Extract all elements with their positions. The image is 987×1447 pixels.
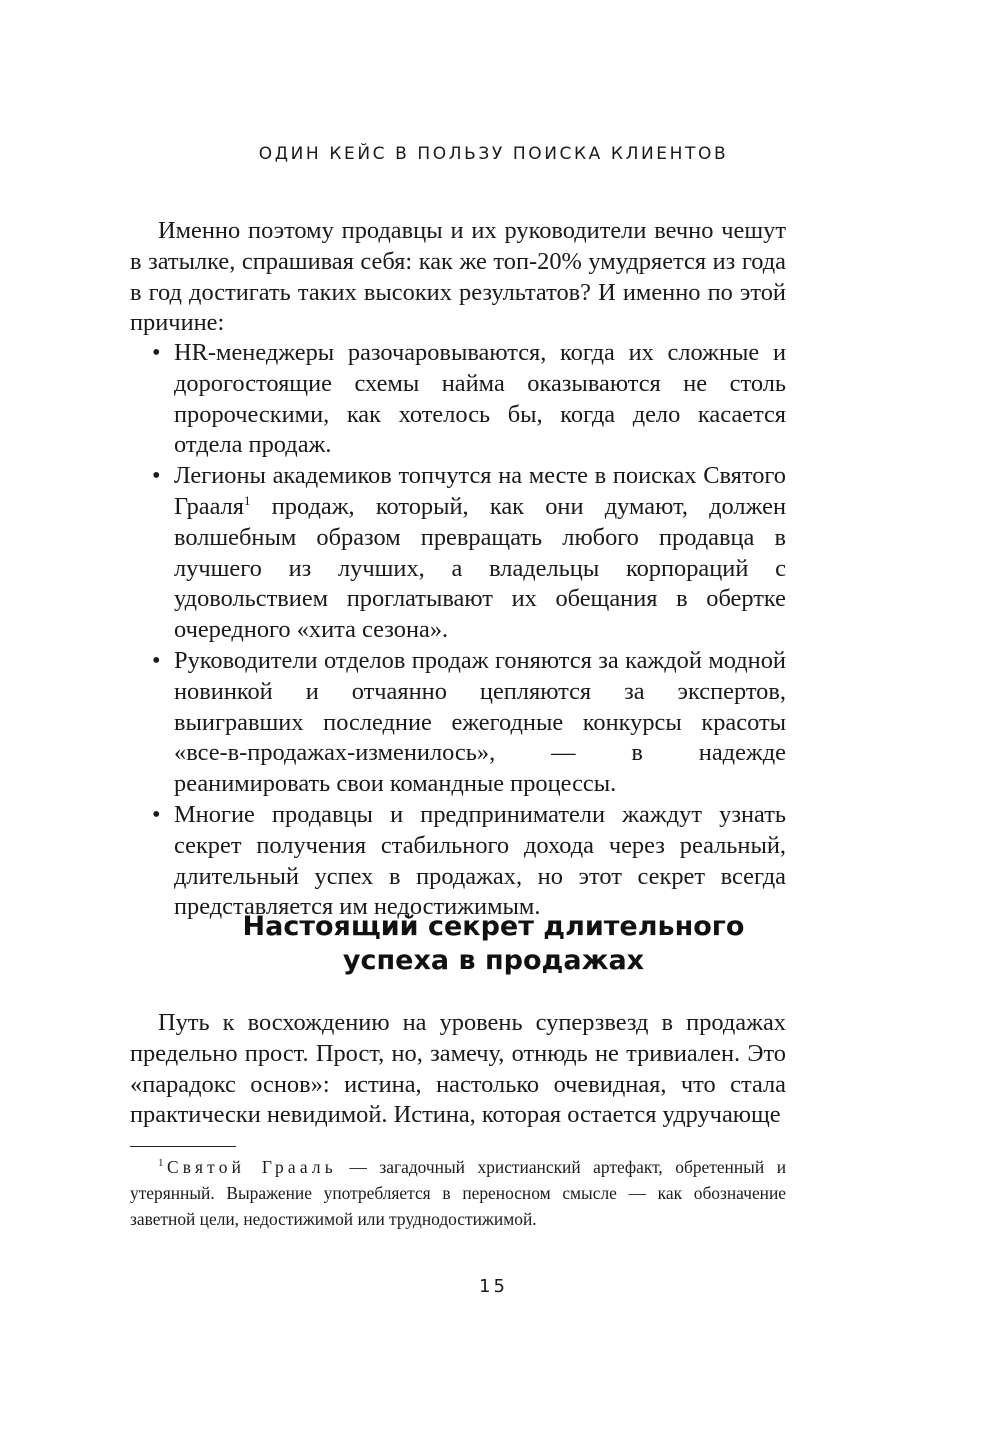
list-item: [152, 800, 786, 923]
running-head: ОДИН КЕЙС В ПОЛЬЗУ ПОИСКА КЛИЕНТОВ: [258, 144, 729, 164]
footnote-number: 1: [158, 1157, 164, 1170]
list-item-text: Многие продавцы и предприниматели жаждут узнать секрет получения стабильного дохода через реальный, длительный успех в продажах, но этот секрет всегда представляется им недостижимым.: [174, 800, 786, 921]
page-number: 15: [479, 1276, 508, 1297]
bullet-marker: •: [152, 646, 161, 674]
list-item-text-continued: продаж, который, как они думают, должен волшебным образом превращать любого продавца в лучшего из лучших, а владельцы корпораций с удовольствием проглатывают их обещания в обертке очередного «хита сезона».: [174, 492, 786, 644]
section-paragraph: Путь к восхождению на уровень суперзвезд в продажах предельно прост. Прост, но, замечу, отнюдь не тривиален. Это «парадокс основ»: истина, настолько очевидная, что стала практически невидимой. Истина, которая остается удручающе: [130, 1009, 786, 1129]
footnote-divider: [130, 1146, 236, 1147]
bullet-marker: •: [152, 339, 161, 366]
bullet-marker: •: [152, 800, 161, 828]
section-heading-line-2: успеха в продажах: [342, 945, 645, 976]
footnote-paragraph: [130, 1154, 786, 1232]
list-item: [152, 338, 786, 461]
section-paragraph-block: [130, 1008, 786, 1131]
bullet-marker: •: [152, 462, 161, 490]
footnote-reference[interactable]: 1: [244, 492, 251, 508]
list-item-text: HR-менеджеры разочаровываются, когда их сложные и дорогостоящие схемы найма оказываются не столь пророческими, как хотелось бы, когда дело касается отдела продаж.: [174, 339, 786, 459]
bullet-list: [152, 338, 786, 923]
section-heading-line-1: Настоящий секрет длительного: [242, 911, 745, 942]
list-item-text: Руководители отделов продаж гоняются за каждой модной новинкой и отчаянно цепляются за экспертов, выигравших последние ежегодные конкурсы красоты «все-в-продажах-изменилось», — в надежде реанимировать свои командные процессы.: [174, 646, 786, 798]
footnote: [130, 1154, 786, 1232]
footnote-text: — загадочный христианский артефакт, обретенный и утерянный. Выражение употребляется в переносном смысле — как обозначение заветной цели, недостижимой или труднодостижимой.: [130, 1157, 786, 1229]
intro-paragraph: Именно поэтому продавцы и их руководители вечно чешут в затылке, спрашивая себя: как же топ-20% умудряется из года в год достигать таких высоких результатов? И именно по этой причине:: [130, 217, 786, 337]
section-heading: [0, 910, 987, 978]
footnote-term: Святой Грааль: [166, 1157, 337, 1177]
list-item: [152, 461, 786, 646]
intro-paragraph-block: [130, 216, 786, 339]
list-item-text: Легионы академиков топчутся на месте в поисках Святого Грааля: [174, 462, 786, 520]
list-item: [152, 646, 786, 800]
